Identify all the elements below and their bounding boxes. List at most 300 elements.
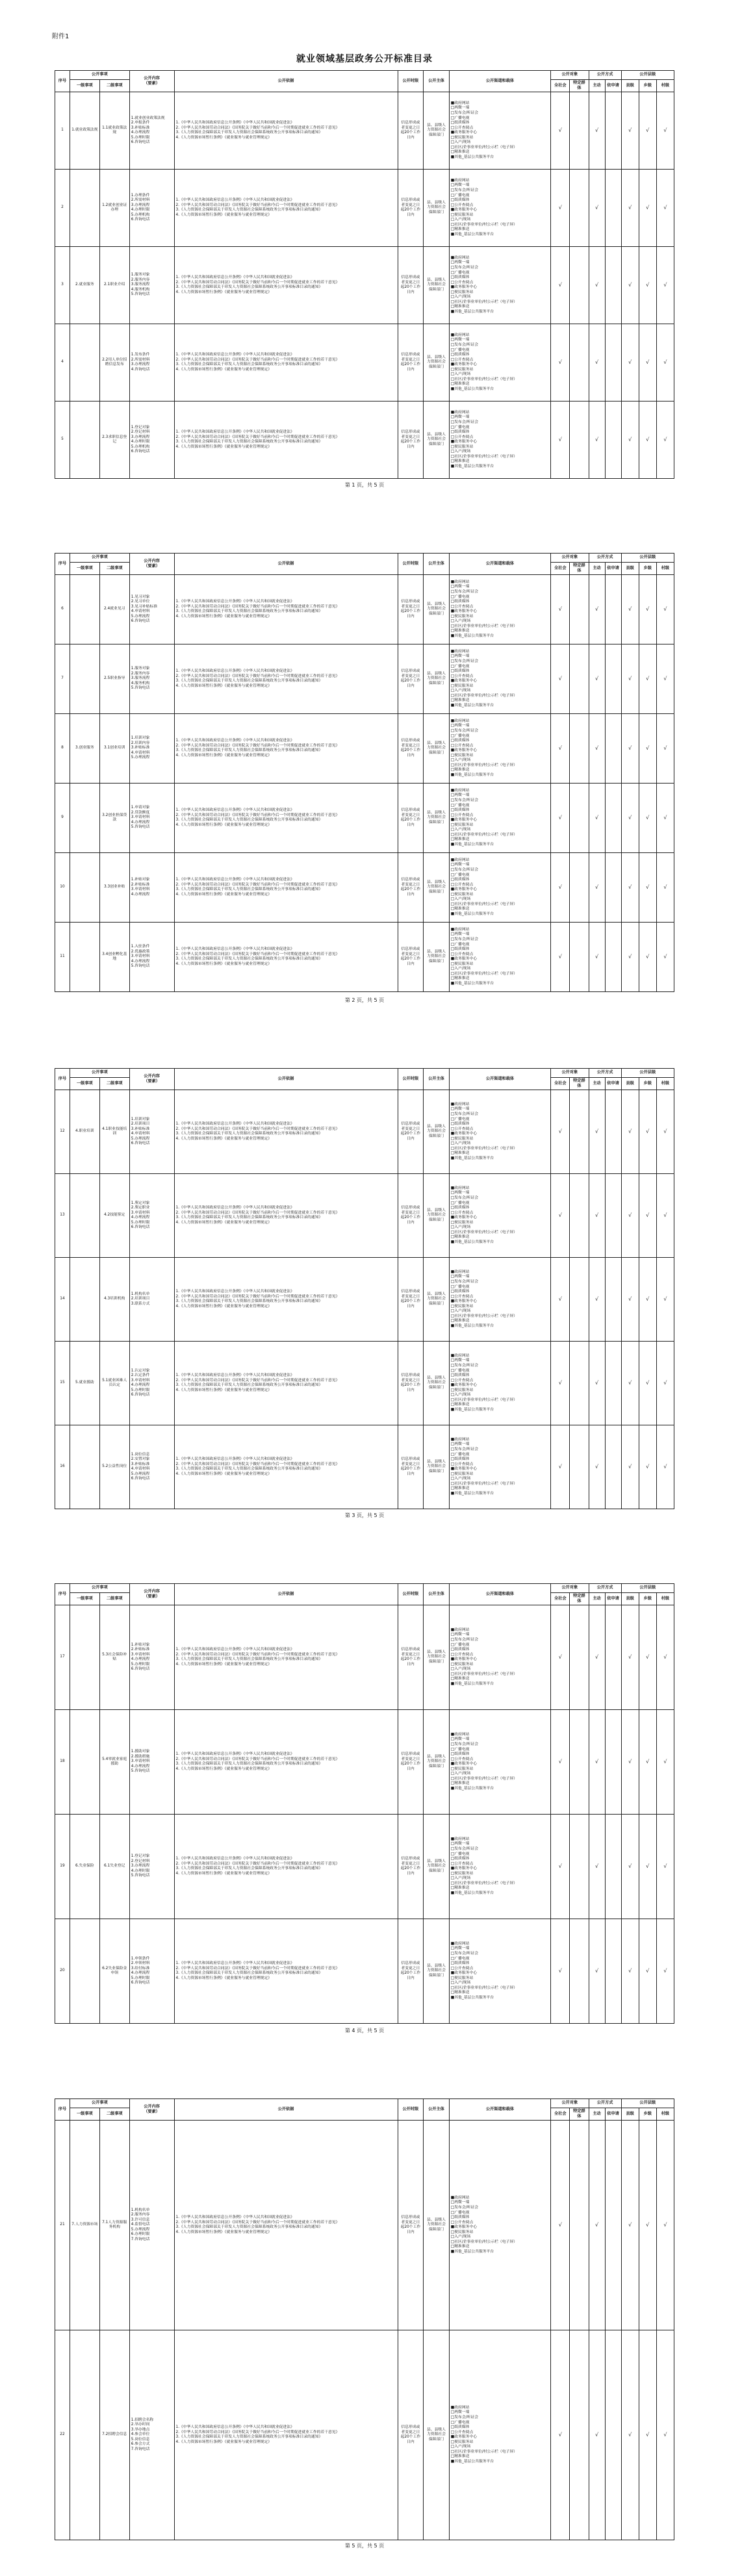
content-line: 4.参会单位 [131, 2432, 150, 2437]
row-channel [449, 714, 550, 784]
basis-line: 4.《人力资源市场暂行条例》《就业服务与就业管理规定》 [175, 367, 272, 372]
basis-line: 4.《人力资源市场暂行条例》《就业服务与就业管理规定》 [175, 753, 272, 758]
channel-line: □入户/现场 [450, 1772, 471, 1776]
row-seq: 8 [55, 714, 70, 784]
channel-line: □公开查阅点 [450, 1861, 474, 1866]
header-village: 村级 [656, 2108, 674, 2121]
channel-line: ■政务服务中心 [450, 957, 478, 962]
row-level2: 5.1就业困难人员认定 [99, 1342, 129, 1425]
content-line: 2.所需材料 [131, 198, 150, 203]
row-content [129, 1090, 174, 1174]
channel-line: □发布会/听证会 [450, 1280, 478, 1284]
check-on-request [605, 784, 621, 853]
row-level1: 3.创业服务 [70, 714, 99, 784]
channel-line: □精准推送 [450, 1781, 470, 1786]
channel-line: □纸质媒体 [450, 1961, 470, 1966]
row-level2: 5.2公益性岗位 [99, 1425, 129, 1509]
content-line: 1.登记对象 [131, 1854, 150, 1859]
content-line: 3.补贴标准 [131, 746, 150, 750]
check-specific [570, 324, 589, 402]
basis-line: 3.《人力资源社会保障部关于印发人力资源社会保障系统政务公开事项标准目录的通知》 [175, 818, 323, 823]
row-content [129, 324, 174, 402]
row-level1 [70, 575, 99, 644]
basis-line: 3.《人力资源社会保障部关于印发人力资源社会保障系统政务公开事项标准目录的通知》 [175, 1762, 323, 1766]
header-content-line2: （要素） [144, 1594, 160, 1600]
channel-line: ■政务服务中心 [450, 1867, 478, 1871]
channel-line: □发布会/听证会 [450, 1364, 478, 1368]
channel-line: ■其他_基层公共服务平台 [450, 464, 494, 468]
row-channel [449, 853, 550, 923]
channel-line: □便民服务站 [450, 683, 474, 688]
channel-line: □广播电视 [450, 425, 470, 429]
header-content-line2: （要素） [144, 81, 160, 86]
row-subject: 县、县级人力资源社会保障部门 [424, 575, 450, 644]
header-seq: 序号 [55, 1069, 70, 1090]
row-seq: 16 [55, 1425, 70, 1509]
channel-line: □便民服务站 [450, 892, 474, 897]
row-basis [174, 1174, 398, 1258]
content-line: 4.办理流程 [131, 1971, 150, 1976]
content-line: 2.申领材料 [131, 1961, 150, 1966]
table-row [55, 1174, 674, 1258]
channel-line: □公开查阅点 [450, 952, 474, 956]
row-level1: 4.职业培训 [70, 1090, 99, 1174]
channel-line: □便民服务站 [450, 962, 474, 966]
check-all-society: √ [551, 2121, 570, 2330]
row-level1 [70, 1174, 99, 1258]
check-proactive: √ [589, 402, 605, 479]
content-line: 1.补贴对象 [131, 1642, 150, 1647]
row-subject: 县、县级人力资源社会保障部门 [424, 1342, 450, 1425]
check-specific [570, 1919, 589, 2024]
channel-line: □发布会/听证会 [450, 2206, 478, 2210]
table-row [55, 92, 674, 170]
check-village: √ [656, 644, 674, 714]
row-level2: 6.1失业登记 [99, 1815, 129, 1919]
check-on-request [605, 575, 621, 644]
basis-line: 1.《中华人民共和国政府信息公开条例》《中华人民共和国就业促进法》 [175, 2215, 294, 2220]
channel-line: ■政府网站 [450, 1732, 470, 1737]
channel-line: ■政务服务中心 [450, 1657, 478, 1662]
channel-line: ■政府网站 [450, 2195, 470, 2200]
channel-line: ■其他_基层公共服务平台 [450, 981, 494, 986]
check-all-society: √ [551, 1090, 570, 1174]
row-content [129, 784, 174, 853]
check-specific [570, 714, 589, 784]
channel-line: ■政务服务中心 [450, 285, 478, 290]
channel-line: □两微一端 [450, 1191, 470, 1195]
row-level1 [70, 1710, 99, 1815]
channel-line: ■其他_基层公共服务平台 [450, 1240, 494, 1244]
basis-line: 1.《中华人民共和国政府信息公开条例》《中华人民共和国就业促进法》 [175, 947, 294, 952]
check-town: √ [639, 324, 656, 402]
row-subject: 县、县级人力资源社会保障部门 [424, 2121, 450, 2330]
row-seq: 13 [55, 1174, 70, 1258]
content-line: 1.发布条件 [131, 353, 150, 357]
channel-line: □精准推送 [450, 150, 470, 155]
row-content [129, 1815, 174, 1919]
channel-line: □公开查阅点 [450, 1378, 474, 1383]
channel-line: □两微一端 [450, 1107, 470, 1112]
channel-line: □广播电视 [450, 2210, 470, 2215]
channel-line: □便民服务站 [450, 614, 474, 618]
header-village: 村级 [656, 1078, 674, 1090]
header-target: 公开对象 [551, 71, 589, 80]
channel-line: □社区/企事业单位/村公示栏（电子屏） [450, 1776, 517, 1781]
channel-line: ■政务服务中心 [450, 818, 478, 823]
row-level2: 6.2失业保险金申领 [99, 1919, 129, 2024]
channel-line: □精准推送 [450, 907, 470, 912]
channel-line: □发布会/听证会 [450, 1638, 478, 1642]
check-on-request [605, 92, 621, 170]
check-on-request [605, 1815, 621, 1919]
header-basis: 公开依据 [174, 71, 398, 92]
channel-line: □两微一端 [450, 106, 470, 110]
check-all-society: √ [551, 2330, 570, 2540]
channel-line: ■政务服务中心 [450, 131, 478, 135]
channel-line: □两微一端 [450, 1842, 470, 1846]
channel-line: □公开查阅点 [450, 674, 474, 678]
channel-line: □发布会/听证会 [450, 1447, 478, 1451]
check-county: √ [621, 1090, 639, 1174]
check-all-society: √ [551, 644, 570, 714]
page-1 [0, 0, 729, 515]
header-subject: 公开主体 [424, 2099, 450, 2121]
channel-line: □纸质媒体 [450, 600, 470, 604]
check-village: √ [656, 1174, 674, 1258]
basis-line: 4.《人力资源市场暂行条例》《就业服务与就业管理规定》 [175, 2440, 272, 2444]
channel-line: □广播电视 [450, 270, 470, 275]
channel-line: □广播电视 [450, 1284, 470, 1289]
header-content-line1: 公开内容 [144, 1589, 160, 1594]
check-proactive: √ [589, 714, 605, 784]
content-line: 1.培训对象 [131, 1117, 150, 1121]
channel-line: □发布会/听证会 [450, 590, 478, 594]
channel-line: □入户/现场 [450, 218, 471, 222]
header-content [129, 554, 174, 575]
header-items: 公开事项 [70, 1584, 129, 1593]
channel-line: ■其他_基层公共服务平台 [450, 633, 494, 638]
table-row [55, 1342, 674, 1425]
channel-line: □便民服务站 [450, 823, 474, 827]
row-level2: 2.5职业指导 [99, 644, 129, 714]
channel-line: □精准推送 [450, 698, 470, 703]
channel-line: □入户/现场 [450, 897, 471, 902]
content-line: 1.补贴对象 [131, 878, 150, 882]
content-line: 1.招聘会名称 [131, 2417, 154, 2422]
check-all-society: √ [551, 1425, 570, 1509]
row-content [129, 1258, 174, 1342]
header-content-line1: 公开内容 [144, 1074, 160, 1078]
channel-line: □入户/现场 [450, 1667, 471, 1672]
header-village: 村级 [656, 1593, 674, 1605]
channel-line: ■政府网站 [450, 788, 470, 793]
content-line: 6.咨询电话 [131, 1225, 150, 1230]
row-content [129, 1710, 174, 1815]
channel-line: □便民服务站 [450, 2230, 474, 2234]
check-on-request [605, 714, 621, 784]
channel-line: □社区/企事业单位/村公示栏（电子屏） [450, 902, 517, 906]
header-town: 乡级 [639, 563, 656, 575]
channel-line: □公开查阅点 [450, 604, 474, 609]
check-village: √ [656, 784, 674, 853]
row-time: 信息形成或者变更之日起20个工作日内 [398, 1425, 424, 1509]
header-level: 公开层级 [621, 2099, 674, 2108]
row-level2: 3.2创业担保贷款 [99, 784, 129, 853]
row-level1: 7.人力资源市场 [70, 2121, 99, 2330]
channel-line: □两微一端 [450, 863, 470, 867]
check-village: √ [656, 1919, 674, 2024]
check-town: √ [639, 1815, 656, 1919]
check-on-request [605, 2121, 621, 2330]
channel-line: ■政府网站 [450, 1941, 470, 1946]
row-seq: 22 [55, 2330, 70, 2540]
content-line: 1.服务对象 [131, 667, 150, 671]
content-line: 3.办理流程 [131, 203, 150, 207]
header-subject: 公开主体 [424, 1584, 450, 1605]
check-village: √ [656, 402, 674, 479]
check-on-request [605, 2330, 621, 2540]
check-proactive: √ [589, 575, 605, 644]
content-line: 1.登记对象 [131, 425, 150, 429]
row-subject: 县、县级人力资源社会保障部门 [424, 1258, 450, 1342]
header-channel: 公开渠道和载体 [449, 1069, 550, 1090]
row-basis [174, 853, 398, 923]
check-on-request [605, 1342, 621, 1425]
channel-line: □社区/企事业单位/村公示栏（电子屏） [450, 2239, 517, 2244]
check-proactive: √ [589, 247, 605, 324]
row-subject: 县、县级人力资源社会保障部门 [424, 1815, 450, 1919]
channel-line: □便民服务站 [450, 135, 474, 140]
row-time: 信息形成或者变更之日起20个工作日内 [398, 1919, 424, 2024]
row-basis [174, 92, 398, 170]
check-all-society: √ [551, 324, 570, 402]
channel-line: □社区/企事业单位/村公示栏（电子屏） [450, 145, 517, 149]
channel-line: ■其他_基层公共服务平台 [450, 1407, 494, 1412]
basis-line: 1.《中华人民共和国政府信息公开条例》《中华人民共和国就业促进法》 [175, 1290, 294, 1294]
catalog-table [55, 1583, 674, 2024]
check-town: √ [639, 247, 656, 324]
channel-line: □纸质媒体 [450, 669, 470, 674]
content-line: 4.办理流程 [131, 1764, 150, 1768]
content-line: 2.登记材料 [131, 430, 150, 435]
header-on-request: 依申请 [605, 1593, 621, 1605]
row-subject: 县、县级人力资源社会保障部门 [424, 324, 450, 402]
channel-line: □两微一端 [450, 2410, 470, 2415]
basis-line: 3.《人力资源社会保障部关于印发人力资源社会保障系统政务公开事项标准目录的通知》 [175, 957, 323, 962]
basis-line: 4.《人力资源市场暂行条例》《就业服务与就业管理规定》 [175, 1304, 272, 1308]
row-content [129, 1342, 174, 1425]
table-row [55, 1425, 674, 1509]
channel-line: □精准推送 [450, 1486, 470, 1491]
basis-line: 1.《中华人民共和国政府信息公开条例》《中华人民共和国就业促进法》 [175, 669, 294, 674]
channel-line: ■其他_基层公共服务平台 [450, 772, 494, 777]
check-all-society: √ [551, 1174, 570, 1258]
channel-line: □公开查阅点 [450, 203, 474, 207]
table-row [55, 2330, 674, 2540]
check-all-society: √ [551, 92, 570, 170]
channel-line: □两微一端 [450, 261, 470, 265]
header-town: 乡级 [639, 1593, 656, 1605]
check-specific [570, 2121, 589, 2330]
basis-line: 1.《中华人民共和国政府信息公开条例》《中华人民共和国就业促进法》 [175, 1648, 294, 1652]
basis-line: 1.《中华人民共和国政府信息公开条例》《中华人民共和国就业促进法》 [175, 1857, 294, 1861]
row-seq: 10 [55, 853, 70, 923]
header-basis: 公开依据 [174, 1584, 398, 1605]
channel-line: □公开查阅点 [450, 1294, 474, 1299]
row-time: 信息形成或者变更之日起20个工作日内 [398, 1174, 424, 1258]
header-proactive: 主动 [589, 2108, 605, 2121]
table-row [55, 714, 674, 784]
content-line: 5.咨询电话 [131, 292, 150, 297]
channel-line: □两微一端 [450, 183, 470, 188]
content-line: 4.咨询电话 [131, 367, 150, 372]
table-row [55, 784, 674, 853]
row-subject: 县、县级人力资源社会保障部门 [424, 1090, 450, 1174]
check-proactive: √ [589, 1258, 605, 1342]
header-on-request: 依申请 [605, 80, 621, 92]
channel-line: ■政府网站 [450, 1353, 470, 1358]
content-line: 4.申请材料 [131, 1467, 150, 1472]
basis-line: 4.《人力资源市场暂行条例》《就业服务与就业管理规定》 [175, 290, 272, 294]
basis-line: 4.《人力资源市场暂行条例》《就业服务与就业管理规定》 [175, 1136, 272, 1141]
header-all-society: 全社会 [551, 1593, 570, 1605]
content-line: 6.咨询电话 [131, 218, 150, 222]
basis-line: 3.《人力资源社会保障部关于印发人力资源社会保障系统政务公开事项标准目录的通知》 [175, 440, 323, 444]
check-proactive: √ [589, 92, 605, 170]
row-channel [449, 324, 550, 402]
check-on-request [605, 923, 621, 992]
header-level: 公开层级 [621, 1584, 674, 1593]
content-line: 4.办理流程 [131, 892, 150, 897]
row-level2: 3.3创业补贴 [99, 853, 129, 923]
header-channel: 公开渠道和载体 [449, 2099, 550, 2121]
page-title: 就业领域基层政务公开标准目录 [296, 54, 433, 64]
check-all-society: √ [551, 170, 570, 247]
check-county: √ [621, 1342, 639, 1425]
check-proactive: √ [589, 1605, 605, 1710]
row-level1 [70, 402, 99, 479]
check-town: √ [639, 644, 656, 714]
channel-line: □发布会/听证会 [450, 1196, 478, 1200]
check-proactive: √ [589, 784, 605, 853]
content-line: 5.办理流程 [131, 614, 150, 618]
channel-line: □两微一端 [450, 1442, 470, 1447]
header-channel: 公开渠道和载体 [449, 71, 550, 92]
row-level1 [70, 324, 99, 402]
header-content [129, 71, 174, 92]
content-line: 3.办理流程 [131, 1864, 150, 1868]
catalog-table [55, 1068, 674, 1509]
channel-line: □公开查阅点 [450, 813, 474, 817]
channel-line: □广播电视 [450, 116, 470, 120]
page-footer: 第 5 页，共 5 页 [344, 2543, 385, 2549]
channel-line: ■政府网站 [450, 580, 470, 584]
basis-line: 1.《中华人民共和国政府信息公开条例》《中华人民共和国就业促进法》 [175, 739, 294, 743]
row-basis [174, 575, 398, 644]
row-channel [449, 2330, 550, 2540]
basis-line: 4.《人力资源市场暂行条例》《就业服务与就业管理规定》 [175, 444, 272, 449]
table-row [55, 170, 674, 247]
check-all-society: √ [551, 1815, 570, 1919]
channel-line: □发布会/听证会 [450, 1847, 478, 1851]
row-seq: 20 [55, 1919, 70, 2024]
check-specific [570, 853, 589, 923]
channel-line: ■其他_基层公共服务平台 [450, 1491, 494, 1496]
row-content [129, 853, 174, 923]
header-subject: 公开主体 [424, 554, 450, 575]
channel-line: □精准推送 [450, 629, 470, 633]
row-time: 信息形成或者变更之日起20个工作日内 [398, 1258, 424, 1342]
channel-line: □两微一端 [450, 932, 470, 937]
row-level2: 3.1创业培训 [99, 714, 129, 784]
annex-label: 附件1 [52, 33, 70, 40]
content-line: 5.办理流程 [131, 1472, 150, 1476]
basis-line: 1.《中华人民共和国政府信息公开条例》《中华人民共和国就业促进法》 [175, 353, 294, 357]
content-line: 2.服务内容 [131, 277, 150, 282]
check-county: √ [621, 1919, 639, 2024]
header-content-line1: 公开内容 [144, 2104, 160, 2109]
content-line: 4.监督电话 [131, 2223, 150, 2227]
basis-line: 1.《中华人民共和国政府信息公开条例》《中华人民共和国就业促进法》 [175, 600, 294, 604]
header-target: 公开对象 [551, 554, 589, 563]
basis-line: 3.《人力资源社会保障部关于印发人力资源社会保障系统政务公开事项标准目录的通知》 [175, 1299, 323, 1304]
check-county: √ [621, 2330, 639, 2540]
header-county: 县级 [621, 2108, 639, 2121]
content-line: 5.咨询电话 [131, 964, 150, 969]
channel-line: □社区/企事业单位/村公示栏（电子屏） [450, 1481, 517, 1486]
basis-line: 3.《人力资源社会保障部关于印发人力资源社会保障系统政务公开事项标准目录的通知》 [175, 887, 323, 892]
check-specific [570, 2330, 589, 2540]
header-proactive: 主动 [589, 563, 605, 575]
channel-line: □广播电视 [450, 1117, 470, 1121]
channel-line: ■其他_基层公共服务平台 [450, 387, 494, 391]
check-proactive: √ [589, 644, 605, 714]
channel-line: □两微一端 [450, 1946, 470, 1951]
channel-line: □社区/企事业单位/村公示栏（电子屏） [450, 377, 517, 381]
basis-line: 1.《中华人民共和国政府信息公开条例》《中华人民共和国就业促进法》 [175, 808, 294, 813]
content-line: 1.鉴定对象 [131, 1201, 150, 1205]
check-proactive: √ [589, 2121, 605, 2330]
basis-line: 4.《人力资源市场暂行条例》《就业服务与就业管理规定》 [175, 1472, 272, 1476]
row-level2: 1.1就业政策法规 [99, 92, 129, 170]
channel-line: ■政务服务中心 [450, 2225, 478, 2230]
channel-line: □便民服务站 [450, 444, 474, 449]
row-level1 [70, 853, 99, 923]
page-footer: 第 3 页，共 5 页 [344, 1512, 385, 1518]
check-town: √ [639, 1919, 656, 2024]
row-level2: 4.1职业技能培训 [99, 1090, 129, 1174]
channel-line: ■其他_基层公共服务平台 [450, 232, 494, 236]
basis-line: 3.《人力资源社会保障部关于印发人力资源社会保障系统政务公开事项标准目录的通知》 [175, 748, 323, 753]
channel-line: □两微一端 [450, 338, 470, 342]
row-seq: 11 [55, 923, 70, 992]
header-content-line2: （要素） [144, 1079, 160, 1084]
content-line: 3.服务流程 [131, 283, 150, 287]
header-method: 公开方式 [589, 554, 621, 563]
row-time: 信息形成或者变更之日起20个工作日内 [398, 2330, 424, 2540]
content-line: 5.办理时限 [131, 1220, 150, 1225]
content-line: 4.申请材料 [131, 1132, 150, 1136]
check-county: √ [621, 1174, 639, 1258]
channel-line: □广播电视 [450, 664, 470, 669]
basis-line: 2.《中华人民共和国劳动合同法》《国务院关于做好当前和今后一个时期促进就业工作的若干意见》 [175, 1378, 340, 1383]
channel-line: □公开查阅点 [450, 1966, 474, 1970]
content-line: 4.办理时限 [131, 440, 150, 444]
content-line: 1.入驻条件 [131, 945, 150, 949]
header-subject: 公开主体 [424, 1069, 450, 1090]
basis-line: 3.《人力资源社会保障部关于印发人力资源社会保障系统政务公开事项标准目录的通知》 [175, 363, 323, 367]
